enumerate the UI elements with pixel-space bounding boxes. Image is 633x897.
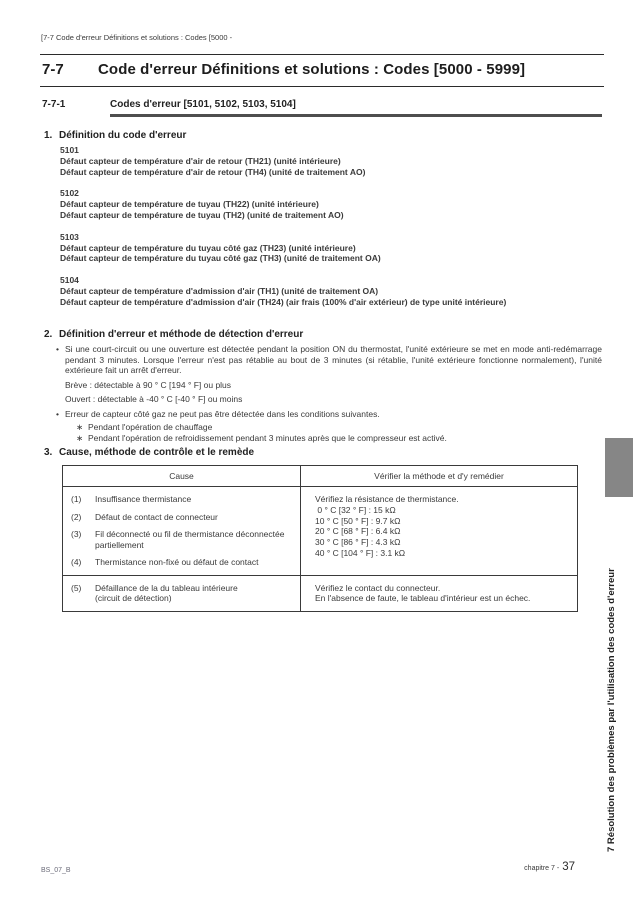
section3-title: Cause, méthode de contrôle et le remède [59, 447, 255, 458]
detection-condition-2 [76, 433, 602, 444]
column-header-cause: Cause [63, 466, 301, 487]
detection-threshold-ouvert: Ouvert : détectable à -40 ° C [-40 ° F] ou moins [65, 394, 243, 404]
remedy-cell-1 [301, 487, 578, 576]
cause-item [63, 529, 294, 550]
subsection-heading [42, 99, 602, 117]
column-header-remedy: Vérifier la méthode et d'y remédier [301, 466, 578, 487]
cause-remedy-table [62, 465, 578, 612]
table-row [63, 487, 578, 576]
cause-number: (3) [71, 529, 82, 539]
error-code-line: Défaut capteur de température d'air de retour (TH4) (unité de traitement AO) [60, 166, 366, 177]
chapter-label: chapitre 7 - [524, 865, 560, 872]
cause-item [63, 557, 294, 568]
bullet-icon: • [56, 408, 59, 419]
error-code-line: Défaut capteur de température du tuyau côté gaz (TH23) (unité intérieure) [60, 242, 356, 253]
detection-condition-2-text: Pendant l'opération de refroidissement pendant 3 minutes après que le compresseur est activé. [88, 432, 447, 443]
cause-text: Thermistance non-fixé ou défaut de contact [95, 557, 259, 567]
chapter-vertical-label: 7 Résolution des problèmes par l'utilisation des codes d'erreur [606, 568, 617, 852]
cause-text: Fil déconnecté ou fil de thermistance déconnectée partiellement [95, 529, 285, 550]
error-code: 5102 [60, 188, 79, 199]
section-definition-codes [44, 130, 602, 319]
cause-text: Insuffisance thermistance [95, 494, 192, 504]
section-cause-remedy [44, 447, 602, 612]
bullet-icon: • [56, 344, 59, 354]
remedy-line: Vérifiez la résistance de thermistance. [315, 494, 459, 504]
detection-bullet-1 [56, 344, 602, 376]
cause-cell-2 [63, 575, 301, 612]
section1-title: Définition du code d'erreur [59, 130, 187, 141]
cause-text-line: (circuit de détection) [95, 593, 172, 603]
section3-number: 3. [44, 447, 53, 458]
remedy-line: En l'absence de faute, le tableau d'intérieur est un échec. [315, 593, 531, 604]
error-code-line: Défaut capteur de température de tuyau (TH22) (unité intérieure) [60, 199, 319, 210]
section1-number: 1. [44, 130, 53, 141]
error-code-group-5101 [60, 145, 602, 177]
error-code-line: Défaut capteur de température de tuyau (TH2) (unité de traitement AO) [60, 209, 344, 220]
asterisk-icon: ∗ [76, 422, 84, 432]
section2-number: 2. [44, 329, 53, 340]
section1-heading [44, 130, 602, 141]
subsection-label: Codes d'erreur [5101, 5102, 5103, 5104] [110, 99, 602, 117]
error-code-group-5104 [60, 275, 602, 307]
section-title-block [40, 54, 604, 87]
remedy-line: Vérifiez le contact du connecteur. [315, 582, 441, 593]
section-title-text: Code d'erreur Définitions et solutions : Codes [5000 - 5999] [98, 61, 526, 78]
cause-item [63, 512, 294, 523]
cause-text: Défaut de contact de connecteur [95, 511, 218, 522]
remedy-line: 40 ° C [104 ° F] : 3.1 kΩ [315, 547, 406, 558]
section-error-detection [44, 329, 602, 443]
remedy-line: 30 ° C [86 ° F] : 4.3 kΩ [315, 537, 401, 548]
cause-text [95, 583, 294, 604]
error-code: 5101 [60, 145, 79, 155]
cause-number: (1) [71, 494, 82, 504]
error-code-line: Défaut capteur de température du tuyau côté gaz (TH3) (unité de traitement OA) [60, 253, 381, 264]
page-number-block [524, 861, 575, 873]
remedy-line: 20 ° C [68 ° F] : 6.4 kΩ [315, 526, 401, 537]
asterisk-icon: ∗ [76, 432, 84, 443]
error-code-line: Défaut capteur de température d'admission d'air (TH24) (air frais (100% d'air extérieur) de type unité intérieure) [60, 296, 507, 307]
document-code: BS_07_B [41, 867, 71, 874]
cause-number: (5) [71, 582, 82, 593]
cause-cell-1 [63, 487, 301, 576]
section3-heading [44, 447, 602, 458]
error-code-group-5102 [60, 188, 602, 220]
cause-number: (2) [71, 511, 82, 522]
section2-title: Définition d'erreur et méthode de détection d'erreur [59, 329, 304, 340]
running-head: [7-7 Code d'erreur Définitions et solutions : Codes [5000 - [41, 33, 233, 42]
detection-bullet-2 [56, 409, 602, 420]
cause-item [63, 494, 294, 505]
subsection-number: 7-7-1 [42, 99, 66, 110]
section-title-number: 7-7 [42, 61, 64, 78]
cause-text-line: Défaillance de la du tableau intérieure [95, 582, 238, 593]
detection-condition-1 [76, 422, 602, 433]
cause-item [63, 583, 294, 604]
error-code-line: Défaut capteur de température d'admission d'air (TH1) (unité de traitement OA) [60, 285, 379, 296]
detection-condition-1-text: Pendant l'opération de chauffage [88, 422, 213, 432]
cause-number: (4) [71, 557, 82, 567]
remedy-cell-2 [301, 575, 578, 612]
remedy-line: 10 ° C [50 ° F] : 9.7 kΩ [315, 515, 401, 526]
detection-bullet-2-text: Erreur de capteur côté gaz ne peut pas être détectée dans les conditions suivantes. [65, 408, 380, 419]
error-code-group-5103 [60, 232, 602, 264]
error-code-line: Défaut capteur de température d'air de retour (TH21) (unité intérieure) [60, 155, 341, 166]
chapter-tab-marker [605, 438, 633, 497]
section2-heading [44, 329, 602, 340]
page-number: 37 [562, 861, 575, 873]
error-code: 5103 [60, 231, 79, 242]
detection-threshold-breve: Brève : détectable à 90 ° C [194 ° F] ou plus [65, 379, 232, 390]
error-code: 5104 [60, 275, 79, 286]
table-row [63, 575, 578, 612]
remedy-line: 0 ° C [32 ° F] : 15 kΩ [315, 504, 396, 515]
detection-bullet-1-text: Si une court-circuit ou une ouverture est détectée pendant la position ON du thermostat, l'unité extérieure se met en mode anti-redémarrage pendant 3 minutes. Lorsque l'erreur n'est pas rétablie au bout de 3 minutes (si rétablie, l'unité extérieure fonctionne normalement), l'unité extérieure fait un arrêt d'erreur. [65, 344, 602, 375]
table-header-row [63, 466, 578, 487]
